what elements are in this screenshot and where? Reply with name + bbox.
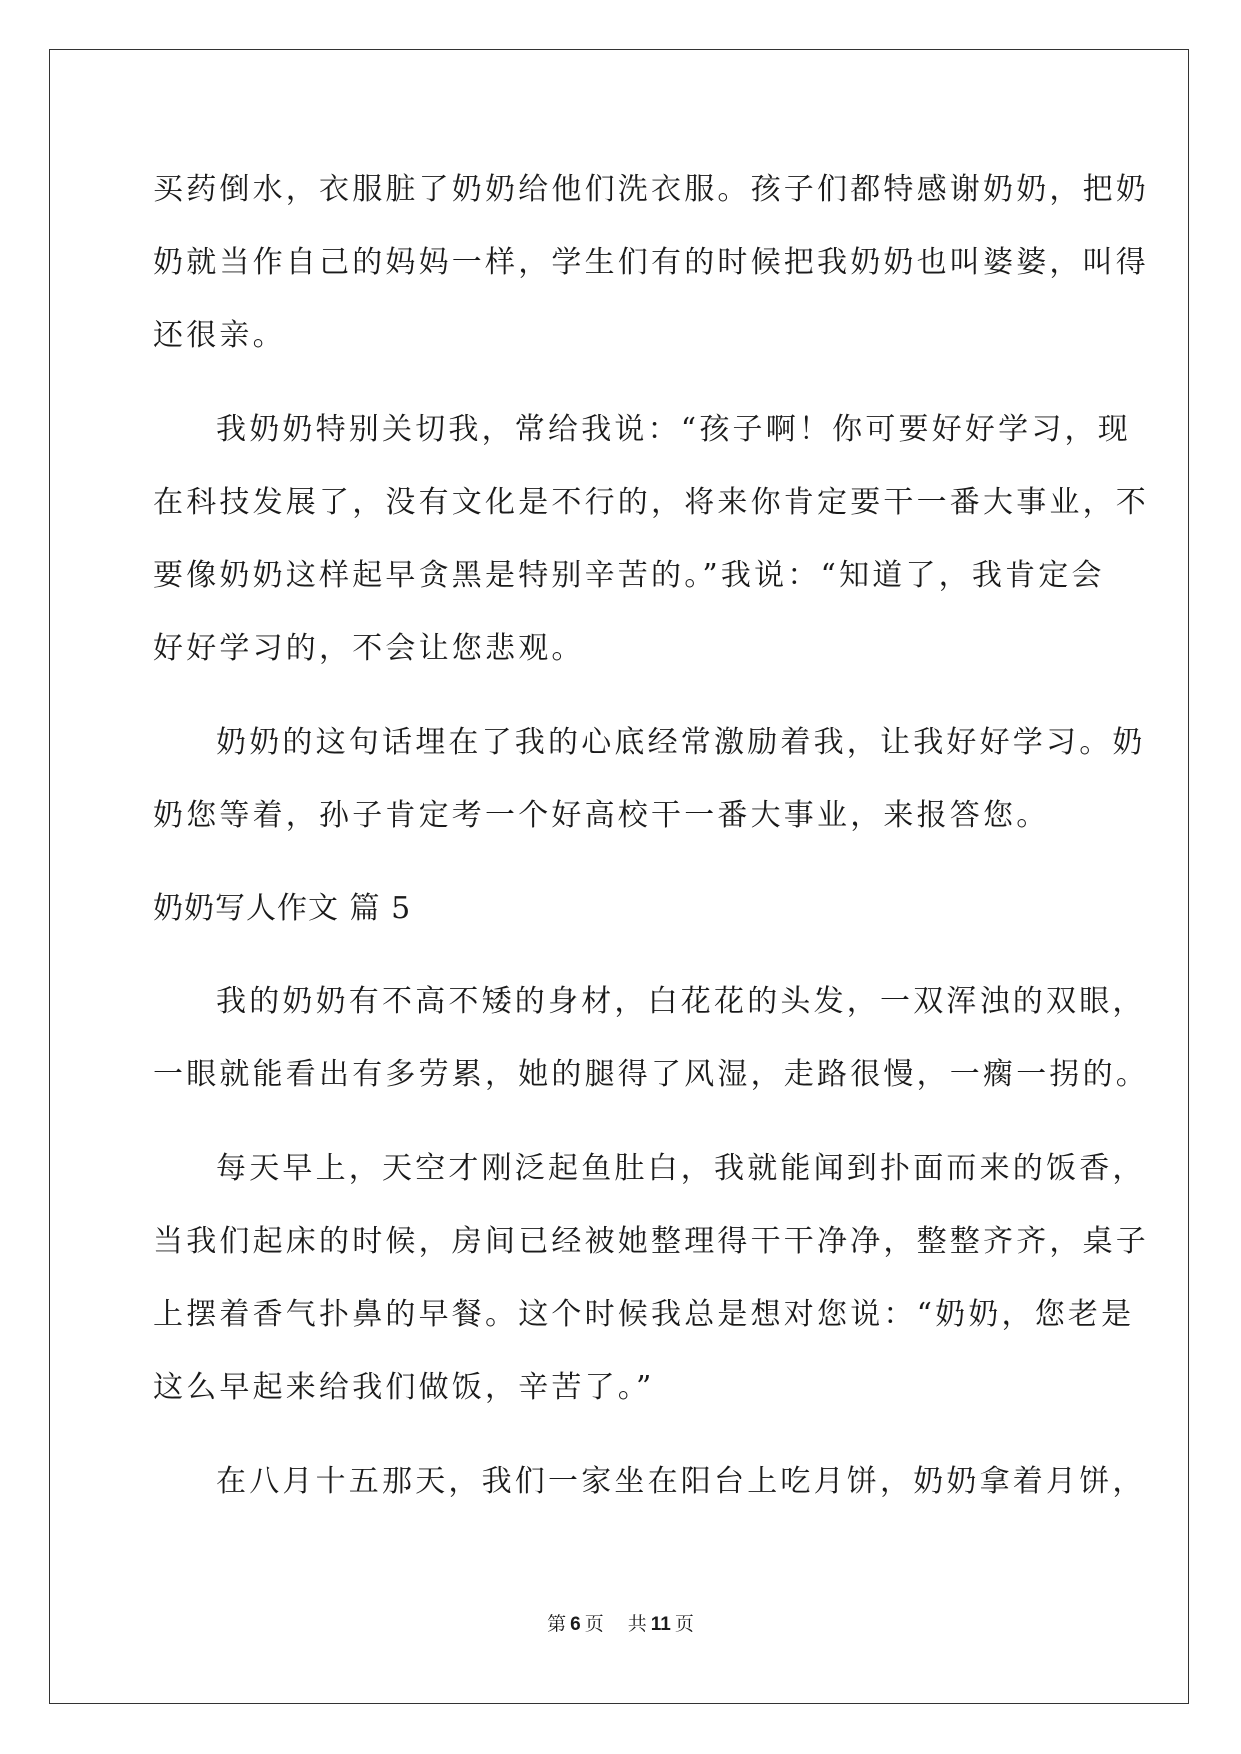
text-line: 当我们起床的时候，房间已经被她整理得干干净净，整整齐齐，桌子	[153, 1224, 1149, 1259]
page-prefix: 第	[547, 1613, 567, 1635]
total-pages: 11	[650, 1614, 671, 1635]
page-number: 6	[570, 1614, 581, 1635]
paragraph-first-line: 在八月十五那天，我们一家坐在阳台上吃月饼，奶奶拿着月饼，	[216, 1464, 1146, 1499]
page-footer	[0, 1612, 1241, 1637]
text-line: 一眼就能看出有多劳累，她的腿得了风湿，走路很慢，一瘸一拐的。	[153, 1057, 1149, 1092]
text-line: 买药倒水，衣服脏了奶奶给他们洗衣服。孩子们都特感谢奶奶，把奶	[153, 172, 1149, 207]
text-line: 要像奶奶这样起早贪黑是特别辛苦的。”我说：“知道了，我肯定会	[153, 558, 1105, 593]
text-line: 奶就当作自己的妈妈一样，学生们有的时候把我奶奶也叫婆婆，叫得	[153, 245, 1149, 280]
total-prefix: 共	[627, 1613, 647, 1635]
text-line: 在科技发展了，没有文化是不行的，将来你肯定要干一番大事业，不	[153, 485, 1149, 520]
paragraph-first-line: 我奶奶特别关切我，常给我说：“孩子啊！你可要好好学习，现	[216, 412, 1131, 447]
text-line: 奶您等着，孙子肯定考一个好高校干一番大事业，来报答您。	[153, 798, 1050, 833]
page-suffix: 页	[584, 1613, 604, 1635]
text-line: 这么早起来给我们做饭，辛苦了。”	[153, 1370, 655, 1405]
section-heading: 奶奶写人作文 篇 5	[153, 891, 412, 926]
paragraph-first-line: 每天早上，天空才刚泛起鱼肚白，我就能闻到扑面而来的饭香，	[216, 1151, 1146, 1186]
text-line: 上摆着香气扑鼻的早餐。这个时候我总是想对您说：“奶奶，您老是	[153, 1297, 1135, 1332]
page-border	[49, 49, 1189, 1704]
paragraph-first-line: 奶奶的这句话埋在了我的心底经常激励着我，让我好好学习。奶	[216, 725, 1146, 760]
paragraph-first-line: 我的奶奶有不高不矮的身材，白花花的头发，一双浑浊的双眼，	[216, 984, 1146, 1019]
total-suffix: 页	[674, 1613, 694, 1635]
text-line: 好好学习的，不会让您悲观。	[153, 631, 585, 666]
text-line: 还很亲。	[153, 318, 286, 353]
